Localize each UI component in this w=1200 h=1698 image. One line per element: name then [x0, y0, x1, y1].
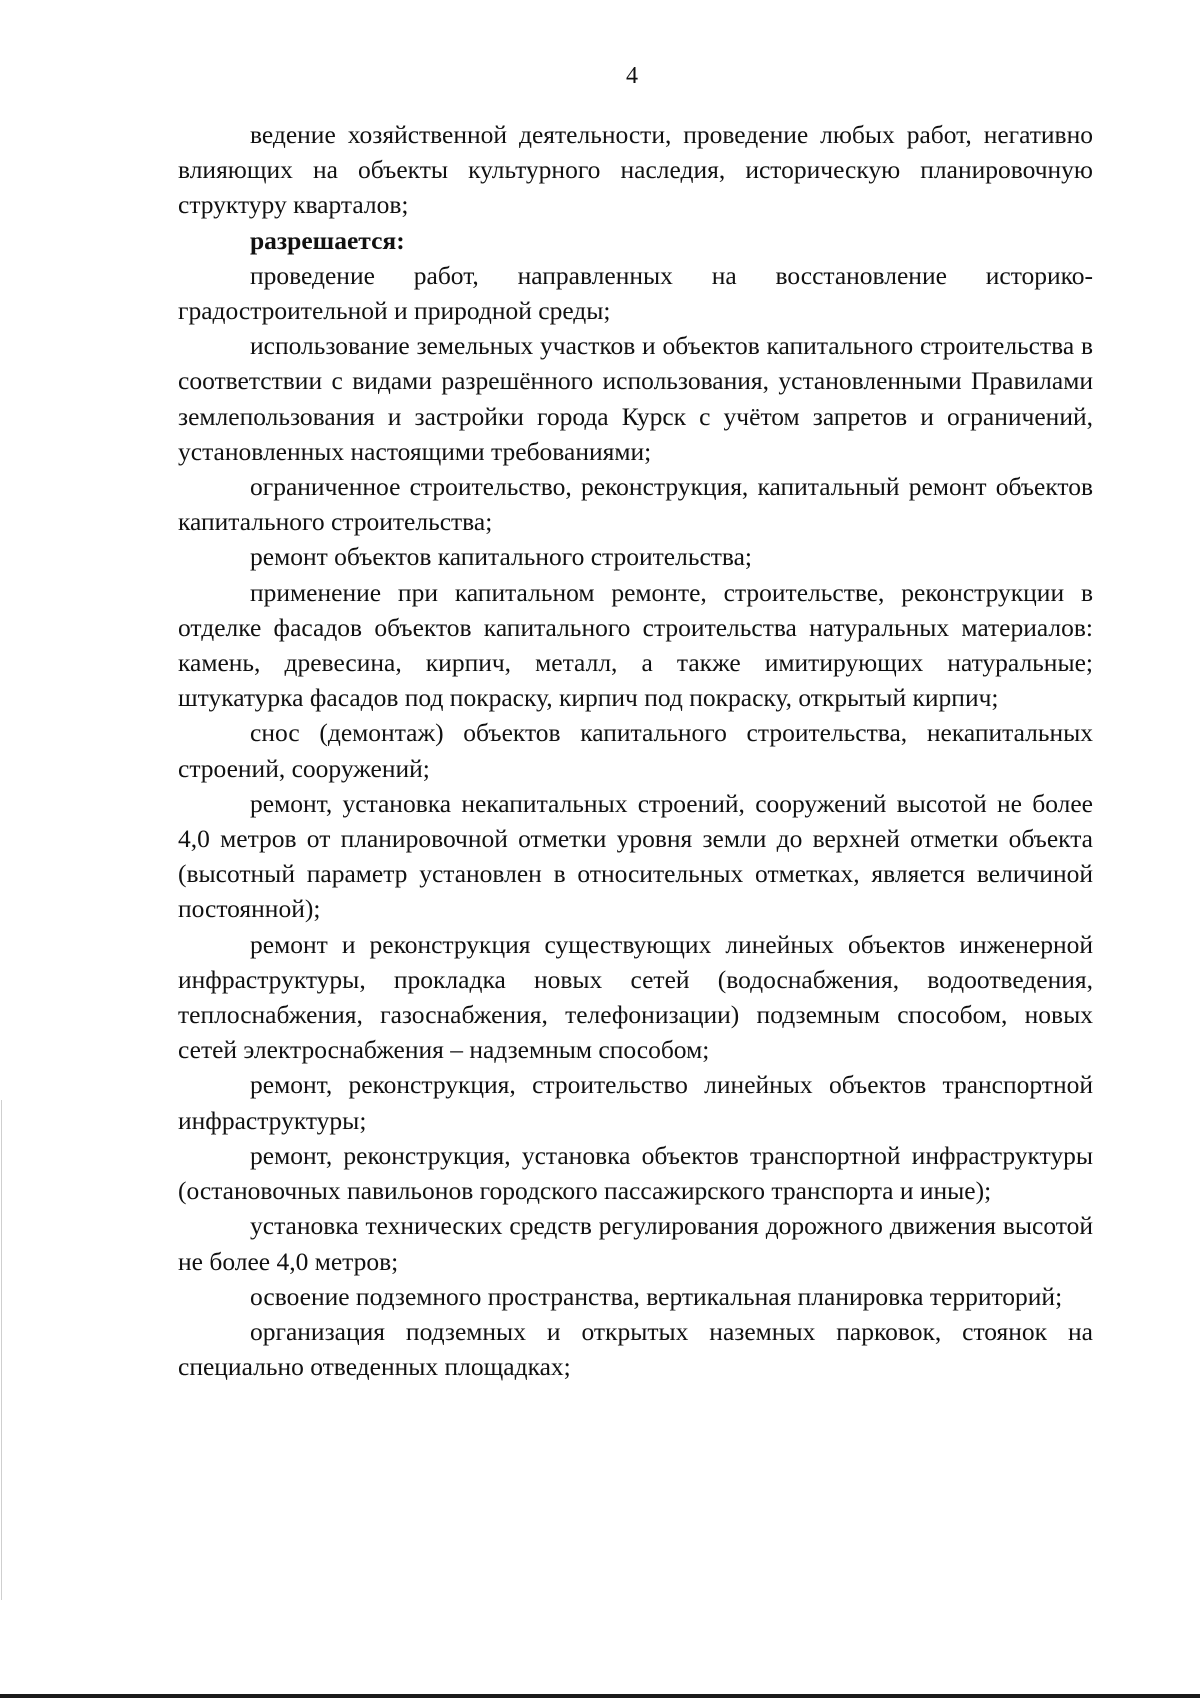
- paragraph-linear-transport: ремонт, реконструкция, строительство линейных объектов транспортной инфраструктуры;: [178, 1070, 1093, 1135]
- paragraph-engineering-networks: ремонт и реконструкция существующих линейных объектов инженерной инфраструктуры, прокладка новых сетей (водоснабжения, водоотведения, теплоснабжения, газоснабжения, телефонизации) подземным способом, новых сетей электроснабжения – надземным способом;: [178, 929, 1093, 1065]
- paragraph-limited-construction: ограниченное строительство, реконструкция, капитальный ремонт объектов капитального строительства;: [178, 472, 1093, 537]
- scan-edge-bottom: [0, 1694, 1200, 1698]
- page-number: 4: [626, 63, 638, 89]
- paragraph-facade-materials: применение при капитальном ремонте, строительстве, реконструкции в отделке фасадов объектов капитального строительства натуральных материалов: камень, древесина, кирпич, металл, а также имитирующих натуральные; штукатурка фасадов под покраску, кирпич под покраску, открытый кирпич;: [178, 577, 1093, 713]
- paragraph-demolition: снос (демонтаж) объектов капитального строительства, некапитальных строений, сооружений;: [178, 718, 1093, 783]
- paragraph-temporary-structures: ремонт, установка некапитальных строений, сооружений высотой не более 4,0 метров от планировочной отметки уровня земли до верхней отметки объекта (высотный параметр установлен в относительных отметках, является величиной постоянной);: [178, 788, 1093, 924]
- document-body: [178, 117, 1093, 1384]
- paragraph-parking: организация подземных и открытых наземных парковок, стоянок на специально отведенных площадках;: [178, 1316, 1093, 1382]
- paragraph-land-use: использование земельных участков и объектов капитального строительства в соответствии с видами разрешённого использования, установленными Правилами землепользования и застройки города Курск с учётом запретов и ограничений, установленных настоящими требованиями;: [178, 331, 1093, 466]
- section-heading-permitted: разрешается:: [250, 225, 405, 255]
- paragraph-traffic-control: установка технических средств регулирования дорожного движения высотой не более 4,0 метров;: [178, 1211, 1093, 1276]
- scan-edge-left: [1, 1100, 2, 1600]
- paragraph-underground-space: освоение подземного пространства, вертикальная планировка территорий;: [250, 1281, 1063, 1311]
- paragraph-transport-infrastructure: ремонт, реконструкция, установка объектов транспортной инфраструктуры (остановочных павильонов городского пассажирского транспорта и иные);: [178, 1140, 1093, 1206]
- paragraph-prohibited-activities: ведение хозяйственной деятельности, проведение любых работ, негативно влияющих на объекты культурного наследия, историческую планировочную структуру кварталов;: [178, 120, 1093, 220]
- paragraph-restoration-works: проведение работ, направленных на восстановление историко-градостроительной и природной среды;: [178, 260, 1093, 326]
- paragraph-repair: ремонт объектов капитального строительства;: [250, 542, 753, 572]
